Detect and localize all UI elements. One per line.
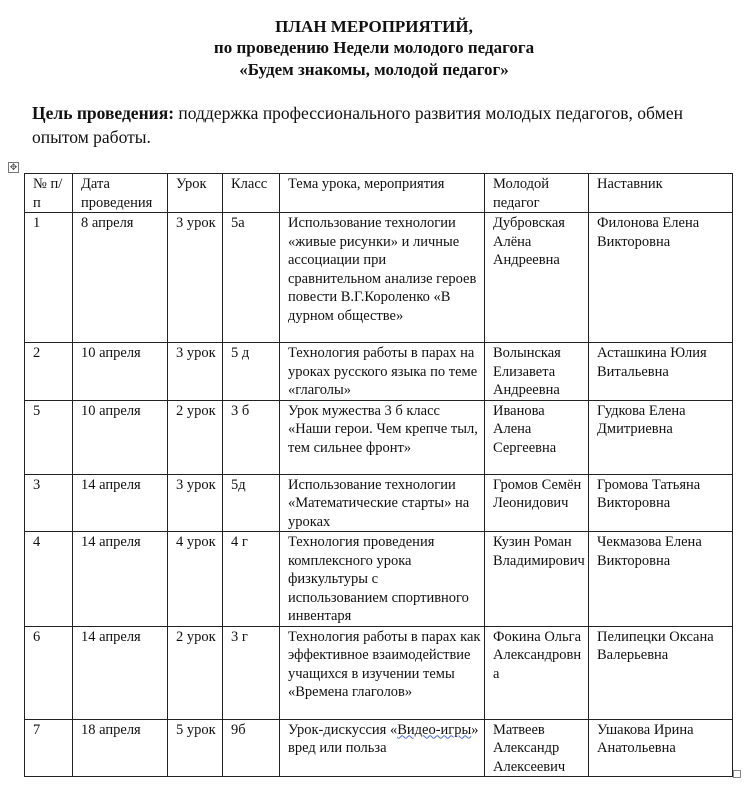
cell-lesson: 5 урок	[168, 719, 223, 777]
cell-topic	[280, 719, 485, 777]
table-row	[25, 343, 733, 401]
title-line-1: ПЛАН МЕРОПРИЯТИЙ,	[275, 17, 473, 36]
title-line-3: «Будем знакомы, молодой педагог»	[239, 60, 509, 79]
header-mentor: Наставник	[589, 174, 733, 213]
header-date: Дата проведения	[73, 174, 168, 213]
cell-lesson: 3 урок	[168, 474, 223, 532]
cell-num: 7	[25, 719, 73, 777]
header-class: Класс	[223, 174, 280, 213]
cell-teacher: Волынская Елизавета Андреевна	[485, 343, 589, 401]
cell-date: 14 апреля	[73, 626, 168, 719]
cell-num: 4	[25, 532, 73, 627]
cell-topic: Технология проведения комплексного урока физкультуры с использованием спортивного инвентаря	[280, 532, 485, 627]
cell-lesson: 2 урок	[168, 400, 223, 474]
cell-class: 5 д	[223, 343, 280, 401]
cell-lesson: 3 урок	[168, 213, 223, 343]
table-row	[25, 213, 733, 343]
cell-class: 4 г	[223, 532, 280, 627]
table-row	[25, 474, 733, 532]
goal-text: поддержка профессионального развития молодых педагогов, обмен опытом работы.	[32, 103, 683, 147]
cell-date: 10 апреля	[73, 400, 168, 474]
cell-mentor: Филонова Елена Викторовна	[589, 213, 733, 343]
cell-class: 3 г	[223, 626, 280, 719]
cell-teacher: Дубровская Алёна Андреевна	[485, 213, 589, 343]
cell-topic: Технология работы в парах на уроках русского языка по теме «глаголы»	[280, 343, 485, 401]
cell-teacher: Матвеев Александр Алексеевич	[485, 719, 589, 777]
header-lesson: Урок	[168, 174, 223, 213]
header-teacher: Молодой педагог	[485, 174, 589, 213]
cell-mentor: Громова Татьяна Викторовна	[589, 474, 733, 532]
cell-mentor: Ушакова Ирина Анатольевна	[589, 719, 733, 777]
spellcheck-underlined-word[interactable]: Видео-игры	[397, 721, 472, 738]
cell-mentor: Чекмазова Елена Викторовна	[589, 532, 733, 627]
cell-lesson: 2 урок	[168, 626, 223, 719]
cell-date: 14 апреля	[73, 532, 168, 627]
cell-topic: Технология работы в парах как эффективное взаимодействие учащихся в изучении темы «Времена глаголов»	[280, 626, 485, 719]
cell-num: 5	[25, 400, 73, 474]
cell-lesson: 4 урок	[168, 532, 223, 627]
table-move-handle-icon[interactable]: ✥	[9, 162, 18, 172]
cell-mentor: Гудкова Елена Дмитриевна	[589, 400, 733, 474]
topic-part-1: Урок-дискуссия «	[288, 721, 398, 738]
goal-label: Цель проведения:	[32, 103, 175, 123]
cell-class: 9б	[223, 719, 280, 777]
cell-lesson: 3 урок	[168, 343, 223, 401]
cell-teacher: Иванова Алена Сергеевна	[485, 400, 589, 474]
cell-date: 18 апреля	[73, 719, 168, 777]
goal-paragraph	[32, 101, 722, 149]
cell-mentor-text: Пелипецки Оксана Валерьевна	[597, 628, 714, 663]
cell-class: 5а	[223, 213, 280, 343]
header-topic: Тема урока, мероприятия	[280, 174, 485, 213]
cell-teacher: Кузин Роман Владимирович	[485, 532, 589, 627]
table-header-row	[25, 174, 733, 213]
cell-mentor: Асташкина Юлия Витальевна	[589, 343, 733, 401]
table-row	[25, 532, 733, 627]
cell-num: 3	[25, 474, 73, 532]
cell-teacher: Фокина Ольга Александровна	[485, 626, 589, 719]
cell-num: 1	[25, 213, 73, 343]
cell-date: 8 апреля	[73, 213, 168, 343]
cell-teacher: Громов Семён Леонидович	[485, 474, 589, 532]
cell-topic: Использование технологии «живые рисунки» и личные ассоциации при сравнительном анализе героев повести В.Г.Короленко «В дурном обществе»	[280, 213, 485, 343]
cell-date: 14 апреля	[73, 474, 168, 532]
events-table	[24, 173, 733, 777]
cell-num: 2	[25, 343, 73, 401]
cell-topic: Урок мужества 3 б класс «Наши герои. Чем крепче тыл, тем сильнее фронт»	[280, 400, 485, 474]
cell-class: 3 б	[223, 400, 280, 474]
cell-mentor[interactable]	[589, 626, 733, 719]
cell-date: 10 апреля	[73, 343, 168, 401]
topic-part-3: » вред или польза	[288, 721, 479, 756]
cell-class: 5д	[223, 474, 280, 532]
table-row	[25, 626, 733, 719]
header-num: № п/п	[25, 174, 73, 213]
cell-num: 6	[25, 626, 73, 719]
table-row	[25, 719, 733, 777]
table-resize-handle[interactable]	[733, 770, 741, 778]
title-line-2: по проведению Недели молодого педагога	[213, 38, 535, 57]
cell-topic: Использование технологии «Математические старты» на уроках	[280, 474, 485, 532]
table-row	[25, 400, 733, 474]
